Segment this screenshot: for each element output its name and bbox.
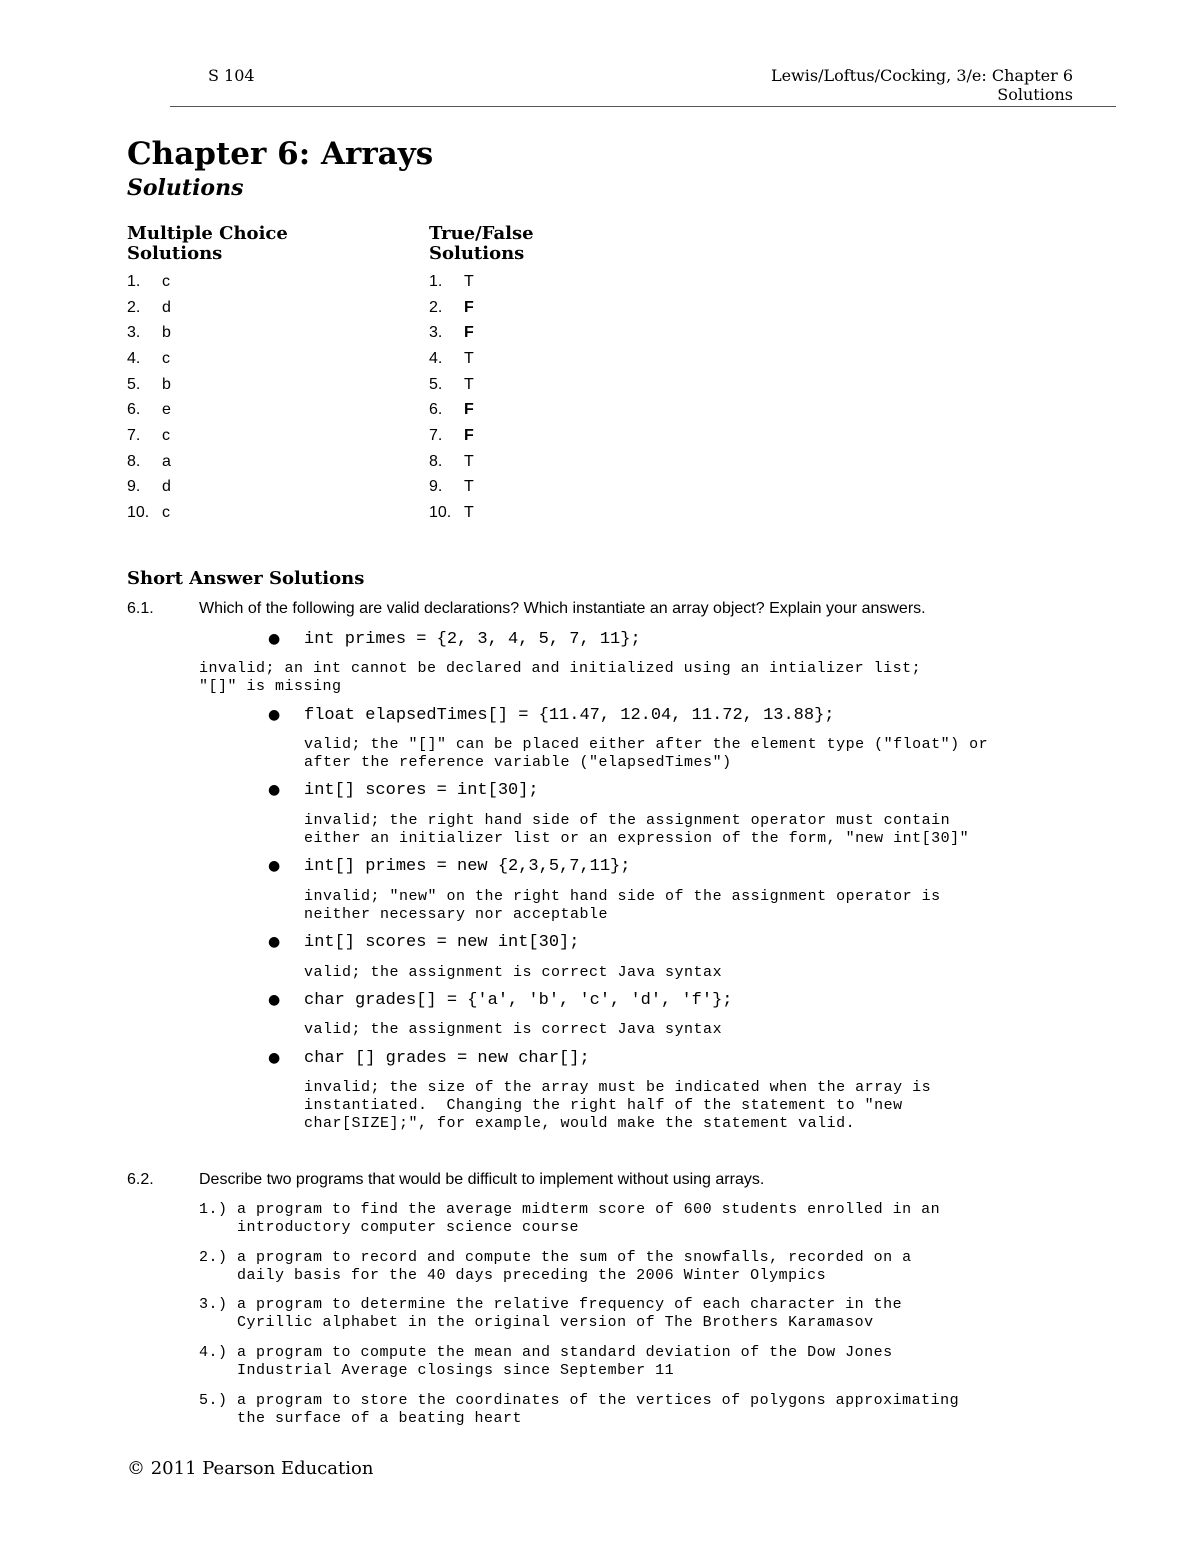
answer-row	[429, 346, 534, 372]
answer-number: 6.	[429, 401, 443, 419]
answer-row	[429, 269, 534, 295]
declaration-explanation: invalid; an int cannot be declared and initialized using an intializer list; "[]" is missing	[199, 660, 922, 695]
answer-row	[127, 295, 288, 321]
answer-value: b	[162, 324, 171, 342]
declaration-item	[268, 857, 630, 876]
declaration-code: int primes = {2, 3, 4, 5, 7, 11};	[304, 630, 641, 649]
answer-number: 9.	[127, 478, 141, 496]
question-6-1	[127, 600, 926, 618]
answer-row	[127, 320, 288, 346]
bullet-icon: ●	[268, 631, 281, 647]
tf-heading	[429, 224, 534, 264]
declaration-item	[268, 781, 539, 800]
answer-row	[429, 423, 534, 449]
question-number: 6.1.	[127, 600, 154, 617]
bullet-icon: ●	[268, 782, 281, 798]
bullet-icon: ●	[268, 858, 281, 874]
answer-value: T	[464, 504, 474, 522]
bullet-icon: ●	[268, 934, 281, 950]
answer-number: 3.	[429, 324, 443, 342]
answer-row	[429, 295, 534, 321]
answer-number: 9.	[429, 478, 443, 496]
bullet-icon: ●	[268, 707, 281, 723]
answer-number: 6.	[127, 401, 141, 419]
declaration-item	[268, 933, 579, 952]
answer-number: 8.	[127, 452, 141, 470]
question-6-2	[127, 1171, 764, 1189]
header-right-line2: Solutions	[997, 85, 1073, 104]
answer-row	[127, 423, 288, 449]
declaration-explanation: valid; the "[]" can be placed either after the element type ("float") or after the reference variable ("elapsedTimes")	[304, 736, 989, 771]
program-example-item: 1.) a program to find the average midterm score of 600 students enrolled in an introductory computer science course	[199, 1201, 941, 1236]
answer-value: F	[464, 298, 474, 316]
declaration-code: int[] scores = new int[30];	[304, 933, 580, 952]
page-subtitle: Solutions	[127, 175, 244, 201]
header-rule	[170, 106, 1116, 107]
declaration-code: int[] primes = new {2,3,5,7,11};	[304, 857, 631, 876]
program-example-item: 5.) a program to store the coordinates of the vertices of polygons approximating the surface of a beating heart	[199, 1392, 960, 1427]
answer-number: 10.	[429, 504, 452, 522]
answer-row	[127, 397, 288, 423]
answer-number: 2.	[127, 298, 141, 316]
program-example-item: 3.) a program to determine the relative frequency of each character in the Cyrillic alphabet in the original version of The Brothers Karamasov	[199, 1296, 903, 1331]
declaration-item	[268, 706, 835, 725]
footer-copyright: © 2011 Pearson Education	[127, 1458, 374, 1479]
answer-row	[127, 449, 288, 475]
tf-heading-line1: True/False	[429, 223, 534, 244]
mc-answer-list	[127, 269, 288, 526]
declaration-item	[268, 630, 641, 649]
declaration-explanation: invalid; the size of the array must be indicated when the array is instantiated. Changing the right half of the statement to "new char[SIZE];", for example, would make the statement valid.	[304, 1079, 932, 1132]
true-false-column	[429, 224, 534, 526]
answer-value: b	[162, 375, 171, 393]
answer-number: 7.	[429, 426, 443, 444]
answer-value: T	[464, 375, 474, 393]
answer-value: T	[464, 272, 474, 290]
program-example-item: 4.) a program to compute the mean and standard deviation of the Dow Jones Industrial Average closings since September 11	[199, 1344, 893, 1379]
answer-value: T	[464, 349, 474, 367]
answer-value: T	[464, 452, 474, 470]
mc-heading-line1: Multiple Choice	[127, 223, 288, 244]
mc-heading	[127, 224, 288, 264]
mc-heading-line2: Solutions	[127, 243, 223, 264]
answer-value: T	[464, 478, 474, 496]
answer-value: d	[162, 298, 171, 316]
answer-number: 8.	[429, 452, 443, 470]
bullet-icon: ●	[268, 992, 281, 1008]
answer-row	[429, 372, 534, 398]
answer-row	[127, 372, 288, 398]
answer-value: a	[162, 452, 171, 470]
answer-number: 4.	[429, 349, 443, 367]
answer-value: c	[162, 272, 170, 290]
declaration-explanation: valid; the assignment is correct Java syntax	[304, 1021, 723, 1038]
answer-row	[429, 397, 534, 423]
answer-row	[429, 500, 534, 526]
answer-number: 1.	[127, 272, 141, 290]
answer-value: c	[162, 504, 170, 522]
short-answer-heading: Short Answer Solutions	[127, 568, 365, 589]
declaration-code: float elapsedTimes[] = {11.47, 12.04, 11.72, 13.88};	[304, 706, 835, 725]
answer-number: 1.	[429, 272, 443, 290]
answer-number: 5.	[127, 375, 141, 393]
question-text: Describe two programs that would be difficult to implement without using arrays.	[199, 1171, 765, 1188]
answer-number: 7.	[127, 426, 141, 444]
program-example-item: 2.) a program to record and compute the sum of the snowfalls, recorded on a daily basis for the 40 days preceding the 2006 Winter Olympics	[199, 1249, 912, 1284]
answer-row	[127, 475, 288, 501]
answer-number: 4.	[127, 349, 141, 367]
question-number: 6.2.	[127, 1171, 154, 1188]
answer-value: c	[162, 426, 170, 444]
answer-row	[127, 500, 288, 526]
declaration-code: char grades[] = {'a', 'b', 'c', 'd', 'f'};	[304, 991, 733, 1010]
tf-heading-line2: Solutions	[429, 243, 525, 264]
answer-row	[127, 346, 288, 372]
answer-row	[429, 449, 534, 475]
answer-number: 10.	[127, 504, 150, 522]
answer-row	[429, 475, 534, 501]
page-title: Chapter 6: Arrays	[127, 136, 434, 172]
answer-value: e	[162, 401, 171, 419]
multiple-choice-column	[127, 224, 288, 526]
declaration-item	[268, 1049, 590, 1068]
answer-row	[127, 269, 288, 295]
page-header-left: S 104	[208, 66, 255, 85]
tf-answer-list	[429, 269, 534, 526]
page-header-right	[771, 66, 1073, 104]
declaration-explanation: invalid; "new" on the right hand side of the assignment operator is neither necessary nor acceptable	[304, 888, 941, 923]
declaration-code: char [] grades = new char[];	[304, 1049, 590, 1068]
answer-row	[429, 320, 534, 346]
declaration-code: int[] scores = int[30];	[304, 781, 539, 800]
answer-value: c	[162, 349, 170, 367]
answer-value: F	[464, 401, 474, 419]
declaration-explanation: valid; the assignment is correct Java syntax	[304, 964, 723, 981]
answer-number: 2.	[429, 298, 443, 316]
question-text: Which of the following are valid declarations? Which instantiate an array object? Explain your answers.	[199, 600, 926, 617]
answer-value: F	[464, 324, 474, 342]
header-right-line1: Lewis/Loftus/Cocking, 3/e: Chapter 6	[770, 66, 1073, 85]
declaration-explanation: invalid; the right hand side of the assignment operator must contain either an initializer list or an expression of the form, "new int[30]"	[304, 812, 970, 847]
declaration-item	[268, 991, 732, 1010]
answer-value: F	[464, 426, 474, 444]
answer-number: 3.	[127, 324, 141, 342]
answer-value: d	[162, 478, 171, 496]
answer-number: 5.	[429, 375, 443, 393]
bullet-icon: ●	[268, 1050, 281, 1066]
